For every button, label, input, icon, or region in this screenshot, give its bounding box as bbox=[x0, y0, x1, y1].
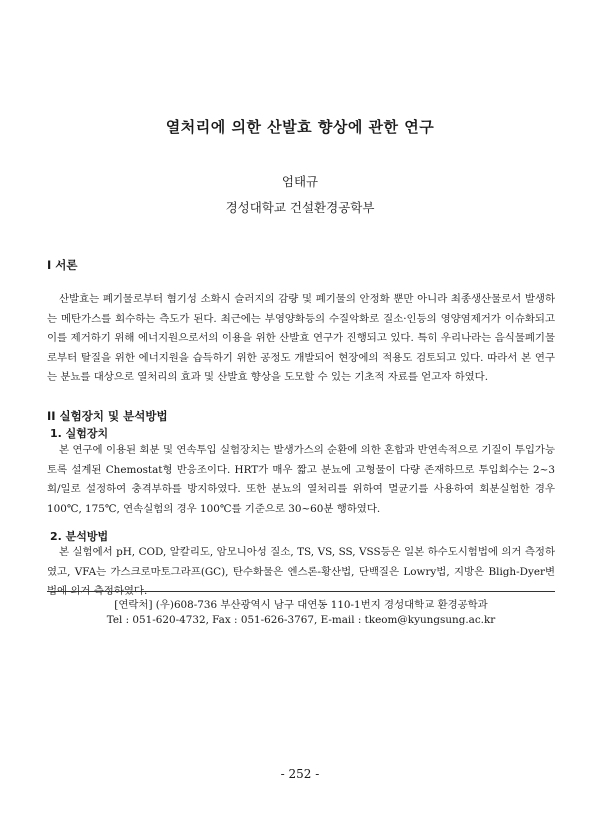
footnote-divider bbox=[47, 591, 555, 592]
contact-phone-email: Tel : 051-620-4732, Fax : 051-626-3767, E-mail : tkeom@kyungsung.ac.kr bbox=[106, 614, 496, 626]
introduction-paragraph: 산발효는 폐기물로부터 혐기성 소화시 슬러지의 감량 및 폐기물의 안정화 뿐만 아니라 최종생산물로서 발생하는 메탄가스를 회수하는 측도가 된다. 최근에는 부영양화등의 수질악화로 질소·인등의 영양염제거가 이슈화되고 이를 제거하기 위해 에너지원으로서의 이용을 위한 산발효 연구가 진행되고 있다. 특히 우리나라는 음식물폐기물로부터 탈질을 위한 에너지원을 습득하기 위한 공정도 개발되어 현장에의 적용도 검토되고 있다. 따라서 본 연구는 분뇨를 대상으로 열처리의 효과 및 산발효 향상을 도모할 수 있는 기초적 자료를 얻고자 하였다. bbox=[47, 293, 555, 383]
author-affiliation: 경성대학교 건설환경공학부 bbox=[225, 200, 375, 215]
paper-title: 열처리에 의한 산발효 향상에 관한 연구 bbox=[165, 118, 435, 136]
apparatus-paragraph: 본 연구에 이용된 회분 및 연속투입 실험장치는 발생가스의 순환에 의한 혼합과 반연속적으로 기질이 투입가능토록 설계된 Chemostat형 반응조이다. HRT가 매우 짧고 분뇨에 고형물이 다량 존재하므로 투입회수는 2~3회/일로 설정하여 충격부하를 방지하였다. 또한 분뇨의 열처리를 위하여 멸균기를 사용하여 회분실험한 경우 100℃, 175℃, 연속실험의 경우 100℃를 기준으로 30~60분 행하였다. bbox=[47, 444, 555, 515]
analysis-paragraph: 본 실험에서 pH, COD, 알칼리도, 암모니아성 질소, TS, VS, SS, VSS등은 일본 하수도시험법에 의거 측정하였고, VFA는 가스크로마토그라프(GC), 탄수화물은 엔스론-황산법, 단백질은 Lowry법, 지방은 Bligh-Dyer변법에 의거 측정하였다. bbox=[47, 546, 555, 597]
subsection-heading-apparatus: 1. 실험장치 bbox=[50, 427, 109, 440]
section-heading-methods: II 실험장치 및 분석방법 bbox=[47, 409, 168, 423]
author-name: 엄태규 bbox=[281, 174, 319, 189]
section-heading-introduction: I 서론 bbox=[47, 258, 78, 272]
page-number: - 252 - bbox=[280, 767, 320, 781]
subsection-heading-analysis: 2. 분석방법 bbox=[50, 530, 109, 543]
contact-address: [연락처] (우)608-736 부산광역시 남구 대연동 110-1번지 경성대학교 환경공학과 bbox=[114, 599, 488, 611]
